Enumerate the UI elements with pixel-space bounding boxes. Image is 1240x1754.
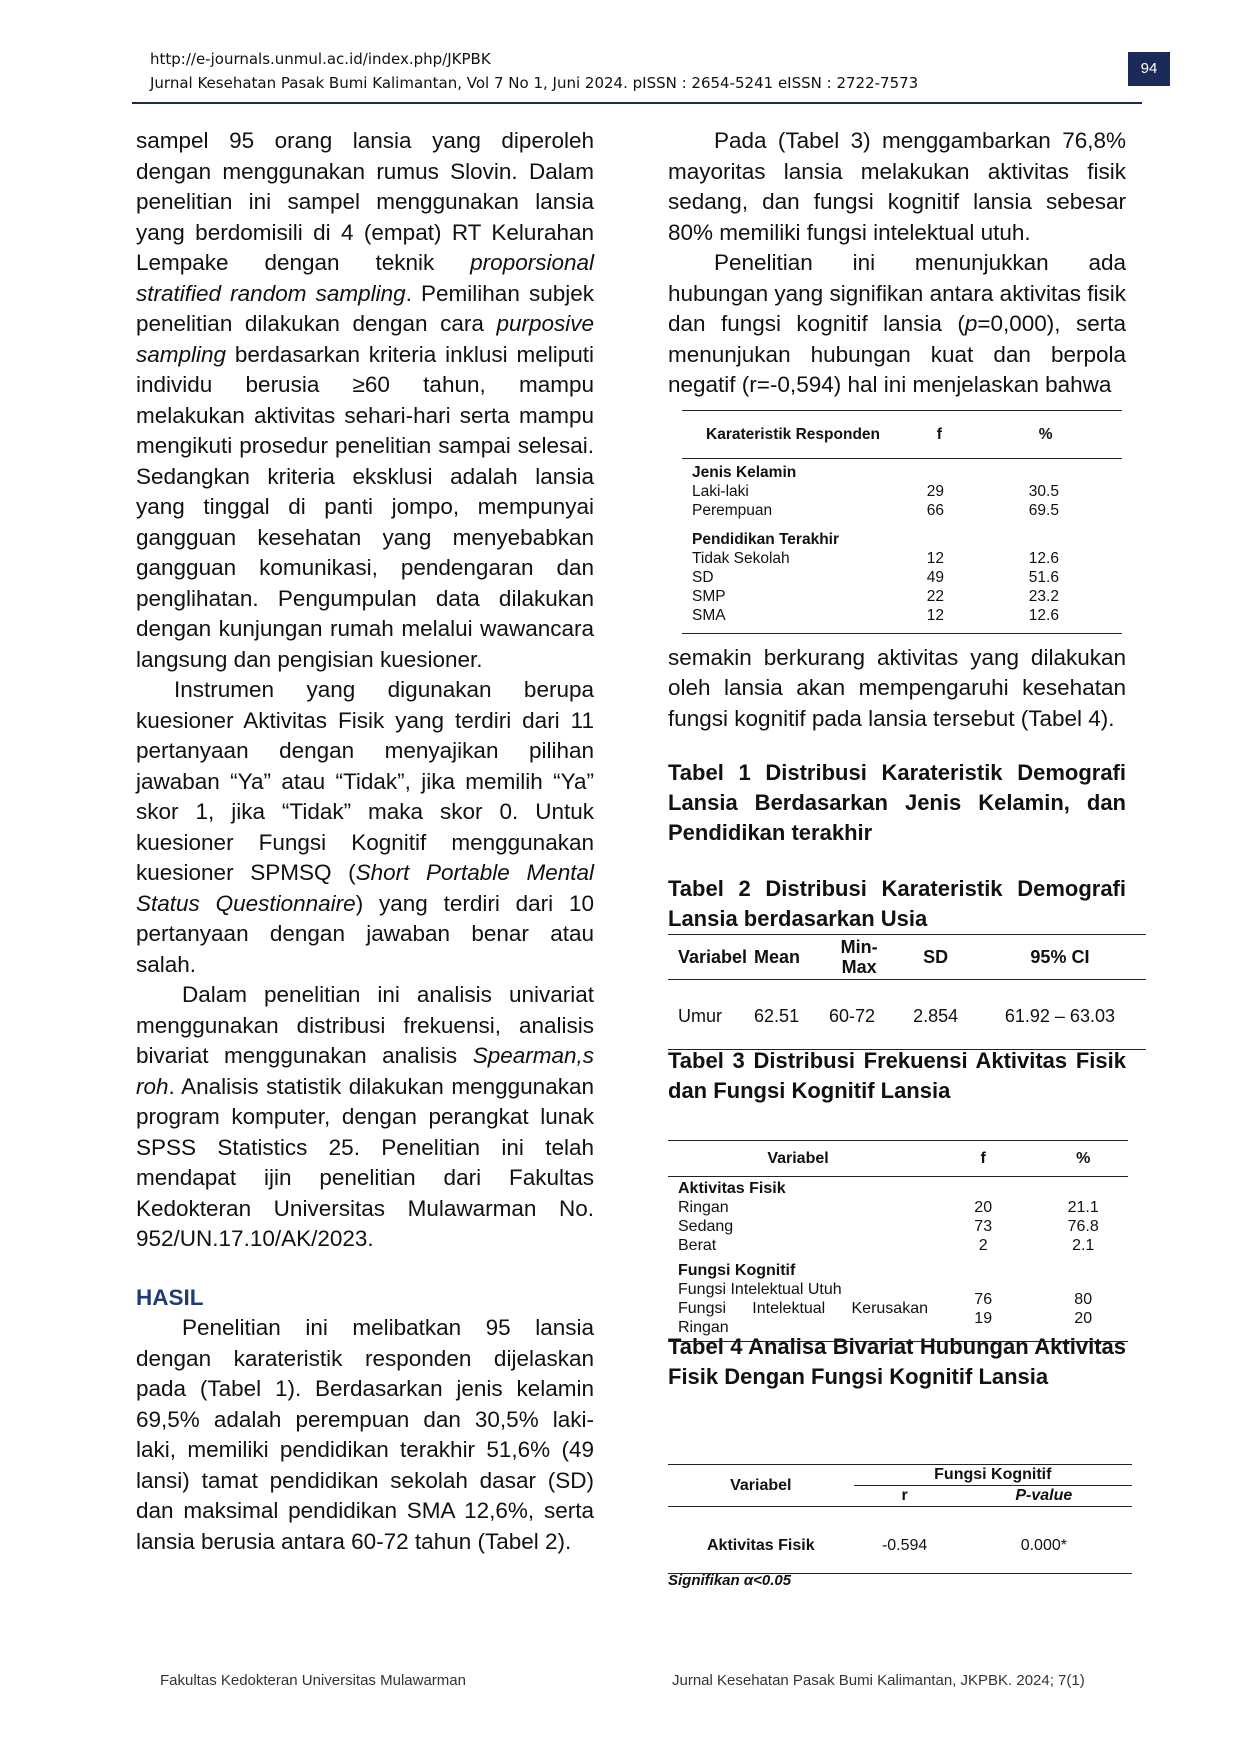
table-cell: 2: [978, 1237, 988, 1254]
table-row: [668, 1217, 1128, 1236]
table-row: [668, 1236, 1128, 1255]
table-cell: Aktivitas Fisik: [668, 1507, 854, 1574]
table-cell: 60-72: [821, 980, 897, 1050]
header-rule: [132, 102, 1142, 104]
table-cell: 23.2: [1028, 588, 1059, 605]
results-paragraph-continued: semakin berkurang aktivitas yang dilakukan oleh lansia akan mempengaruhi kesehatan fungsi kognitif pada lansia tersebut (Tabel 4).: [668, 644, 1126, 731]
table3-group: Fungsi Kognitif: [678, 1262, 796, 1279]
table-cell: 30.5: [1028, 483, 1059, 500]
text: berdasarkan kriteria inklusi meliputi individu berusia ≥60 tahun, mampu melakukan aktivitas sehari-hari serta mampu mengikuti prosedur penelitian sampai selesai. Sedangkan kriteria eksklusi adalah lansia yang tinggal di panti jompo, mempunyai gangguan kesehatan yang menyebabkan gangguan komunikasi, pendengaran dan penglihatan. Pengumpulan data dilakukan dengan kunjungan rumah melalui wawancara langsung dan pengisian kuesioner.: [136, 341, 594, 672]
methods-paragraph-analysis: [136, 980, 594, 1255]
table-cell: 61.92 – 63.03: [974, 980, 1146, 1050]
table-cell: Ringan: [678, 1199, 729, 1216]
table-row: [682, 482, 1122, 501]
table-cell: 12: [911, 606, 999, 634]
table2-header: Mean: [754, 935, 821, 980]
text: =0,000), serta menunjukan hubungan kuat dan berpola negatif (r=-0,594) hal ini menjelaskan bahwa: [668, 311, 1126, 397]
table-cell: Berat: [678, 1237, 717, 1254]
text: . Analisis statistik dilakukan menggunakan program komputer, dengan perangkat lunak SPSS Statistics 25. Penelitian ini telah mendapat ijin penelitian dari Fakultas Kedokteran Universitas Mulawarman No. 952/UN.17.10/AK/2023.: [136, 1073, 594, 1251]
table1-header: Karateristik Responden: [682, 411, 911, 459]
table-cell: 69.5: [1028, 502, 1059, 519]
table4-caption: Tabel 4 Analisa Bivariat Hubungan Aktivitas Fisik Dengan Fungsi Kognitif Lansia: [668, 1334, 1126, 1389]
table-cell: 49: [926, 569, 945, 586]
table3-header: Variabel: [668, 1141, 928, 1177]
table3: [668, 1140, 1128, 1342]
text: sampel 95 orang lansia yang diperoleh dengan menggunakan rumus Slovin. Dalam penelitian ini sampel menggunakan lansia yang berdomisili di 4 (empat) RT Kelurahan Lempake dengan teknik: [136, 128, 594, 275]
results-paragraph-table3: Pada (Tabel 3) menggambarkan 76,8% mayoritas lansia melakukan aktivitas fisik sedang, dan fungsi kognitif lansia sebesar 80% memiliki fungsi intelektual utuh.: [668, 128, 1126, 245]
table1: [682, 410, 1122, 634]
results-paragraph: Penelitian ini melibatkan 95 lansia dengan karateristik responden dijelaskan pada (Tabel 1). Berdasarkan jenis kelamin 69,5% adalah perempuan dan 30,5% laki-laki, memiliki pendidikan terakhir 51,6% (49 lansi) tamat pendidikan sekolah dasar (SD) dan maksimal pendidikan SMA 12,6%, serta lansia berusia antara 60-72 tahun (Tabel 2).: [136, 1315, 594, 1554]
page-number: 94: [1128, 52, 1170, 86]
table-cell: SD: [692, 569, 714, 586]
table1-header: f: [911, 411, 999, 459]
table4-header: Variabel: [668, 1465, 854, 1507]
table4-header: r: [854, 1486, 956, 1507]
table2: [668, 934, 1146, 1050]
text: Instrumen yang digunakan berupa kuesioner Aktivitas Fisik yang terdiri dari 11 pertanyaan dengan menyajikan pilihan jawaban “Ya” atau “Tidak”, jika memilih “Ya” skor 1, jika “Tidak” maka skor 0. Untuk kuesioner Fungsi Kognitif menggunakan kuesioner SPMSQ (: [136, 677, 594, 885]
table-cell: 2.854: [897, 980, 973, 1050]
table-cell: SMA: [682, 606, 911, 634]
results-paragraph-correlation: [668, 248, 1126, 401]
table-cell: 12.6: [1028, 550, 1059, 567]
table-cell: Sedang: [678, 1218, 734, 1235]
table3-header: %: [1038, 1141, 1128, 1177]
table-row: [668, 1280, 1128, 1342]
table-cell: 19: [974, 1309, 993, 1327]
table-cell: 76: [974, 1290, 993, 1308]
table3-header: f: [928, 1141, 1038, 1177]
table2-header: 95% CI: [974, 935, 1146, 980]
text-italic: purposive sampling: [136, 311, 594, 367]
table-row: [682, 606, 1122, 634]
table4-note: Signifikan α<0.05: [668, 1572, 792, 1589]
methods-paragraph-sampling: [136, 126, 594, 675]
table2-header: Variabel: [668, 935, 754, 980]
table1-caption: Tabel 1 Distribusi Karateristik Demografi Lansia Berdasarkan Jenis Kelamin, dan Pendidikan terakhir: [668, 760, 1126, 845]
table4-header-group: Fungsi Kognitif: [854, 1465, 1132, 1486]
table-row: [668, 1507, 1132, 1574]
footer-left: Fakultas Kedokteran Universitas Mulawarman: [160, 1672, 466, 1689]
table3-caption: Tabel 3 Distribusi Frekuensi Aktivitas Fisik dan Fungsi Kognitif Lansia: [668, 1048, 1126, 1103]
table-cell: 73: [974, 1218, 993, 1235]
table4: [668, 1464, 1132, 1574]
table-cell: 21.1: [1067, 1199, 1099, 1216]
table-cell: 2.1: [1072, 1237, 1095, 1254]
text: . Pemilihan subjek penelitian dilakukan dengan cara: [136, 280, 594, 336]
table-cell: 80: [1074, 1290, 1093, 1308]
text: Penelitian ini menunjukkan ada hubungan yang signifikan antara aktivitas fisik dan fungsi kognitif lansia (: [668, 250, 1126, 336]
text-italic: proporsional stratified random sampling: [136, 250, 594, 306]
text-italic: Short Portable Mental Status Questionnaire: [136, 860, 594, 916]
text: ) yang terdiri dari 10 pertanyaan dengan jawaban benar atau salah.: [136, 890, 594, 977]
table1-group: Jenis Kelamin: [692, 464, 797, 481]
table-row: [682, 587, 1122, 606]
table-cell: Perempuan: [692, 502, 773, 519]
left-column: [136, 126, 594, 1557]
text: Dalam penelitian ini analisis univariat menggunakan distribusi frekuensi, analisis bivariat menggunakan analisis: [136, 982, 594, 1068]
table-row: [668, 980, 1146, 1050]
table2-header: SD: [897, 935, 973, 980]
table-cell: Fungsi Intelektual Kerusakan Ringan: [678, 1300, 928, 1336]
footer-right: Jurnal Kesehatan Pasak Bumi Kalimantan, JKPBK. 2024; 7(1): [672, 1672, 1085, 1689]
table-cell: 12.6: [999, 606, 1122, 634]
table-cell: 20: [1074, 1309, 1093, 1327]
table2-caption: Tabel 2 Distribusi Karateristik Demografi Lansia berdasarkan Usia: [668, 876, 1126, 931]
table-cell: Umur: [668, 980, 754, 1050]
table-cell: Tidak Sekolah: [692, 550, 790, 567]
table-cell: -0.594: [854, 1507, 956, 1574]
table-row: [682, 549, 1122, 568]
table-cell: SMP: [692, 588, 726, 605]
table4-header: P-value: [956, 1486, 1132, 1507]
table2-header: Min- Max: [821, 935, 897, 980]
table-cell: 51.6: [1028, 569, 1059, 586]
table-cell: 0.000*: [956, 1507, 1132, 1574]
table3-group: Aktivitas Fisik: [678, 1180, 786, 1197]
table1-header: %: [999, 411, 1122, 459]
table-cell: 12: [926, 550, 945, 567]
table1-group: Pendidikan Terakhir: [692, 531, 840, 548]
table-cell: 22: [926, 588, 945, 605]
header-journal: Jurnal Kesehatan Pasak Bumi Kalimantan, Vol 7 No 1, Juni 2024. pISSN : 2654-5241 eISSN : 2722-7573: [150, 74, 919, 92]
table-row: [682, 568, 1122, 587]
table-cell: 20: [974, 1199, 993, 1216]
table-cell: 29: [926, 483, 945, 500]
header-url[interactable]: http://e-journals.unmul.ac.id/index.php/JKPBK: [150, 50, 491, 68]
table-row: [668, 1198, 1128, 1217]
table-row: [682, 501, 1122, 520]
table-cell: Laki-laki: [692, 483, 749, 500]
section-heading-hasil: HASIL: [136, 1284, 204, 1310]
text-italic: Spearman,s roh: [136, 1043, 594, 1099]
table-cell: Fungsi Intelektual Utuh: [678, 1281, 842, 1298]
table-cell: 62.51: [754, 980, 821, 1050]
text-italic: p: [964, 311, 978, 336]
methods-paragraph-instrument: [136, 675, 594, 980]
table-cell: 66: [926, 502, 945, 519]
table-cell: 76.8: [1067, 1218, 1099, 1235]
